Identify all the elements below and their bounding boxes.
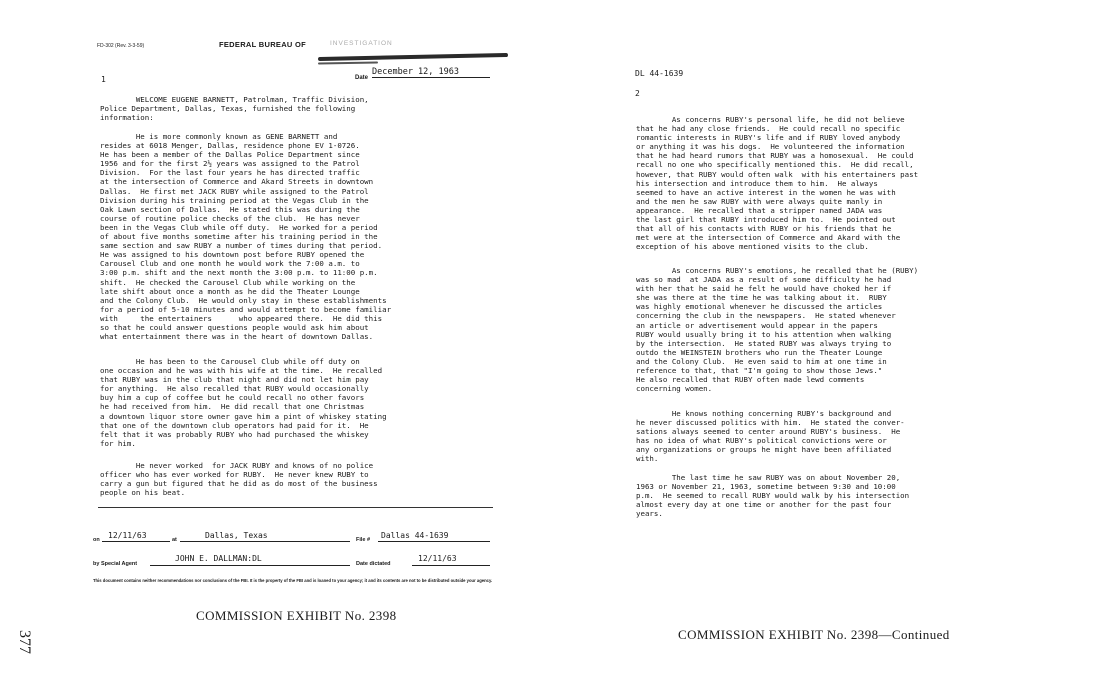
exhibit-caption: COMMISSION EXHIBIT No. 2398 <box>196 608 397 623</box>
intro-paragraph: WELCOME EUGENE BARNETT, Patrolman, Traffic Division, Police Department, Dallas, Texas, furnished the following information: <box>100 95 369 123</box>
document-date: December 12, 1963 <box>372 67 490 78</box>
redaction-stamp-bar <box>318 53 508 61</box>
body-paragraph-1: He is more commonly known as GENE BARNETT and resides at 6018 Menger, Dallas, residence phone EV 1-0726. He has been a member of the Dallas Police Department since 1956 and for the first 2½ years was assigned to the Patrol Division. For the last four years he has directed traffic at the intersection of Commerce and Akard Streets in downtown Dallas. He first met JACK RUBY while assigned to the Patrol Division during his training period at the Vegas Club in the Oak Lawn section of Dallas. He stated this was during the course of routine police checks of the club. He has never been in the Vegas Club while off duty. He worked for a period of about five months sometime after his training period in the same section and saw RUBY a number of times during that period. He was assigned to his downtown post before RUBY opened the Carousel Club and one month he would work the 7:00 a.m. to 3:00 p.m. shift and the next month the 3:00 p.m. to 11:00 p.m. shift. He checked the Carousel Club while working on the late shift about once a month as he did the Theater Lounge and the Colony Club. He would only stay in these establishments for a period of 5-10 minutes and would attempt to become familiar with the entertainers who appeared there. He did this so that he could answer questions people would ask him about what entertainment there was in the heart of downtown Dallas. <box>100 132 392 342</box>
redaction-stamp-bar-small <box>318 61 378 64</box>
fbi-disclaimer: This document contains neither recommendations nor conclusions of the FBI. It is the property of the FBI and is loaned to your agency; it and its contents are not to be distributed outside your agency. <box>93 578 493 583</box>
at-label: at <box>172 537 177 543</box>
separator-line <box>98 507 493 508</box>
file-reference: DL 44-1639 <box>635 69 684 78</box>
side-page-number: 377 <box>16 630 33 654</box>
body-paragraph-3: He never worked for JACK RUBY and knows of no police officer who has ever worked for RUBY. He never knew RUBY to carry a gun but figured that he did as do most of the business people on his beat. <box>100 461 378 498</box>
left-document-page <box>0 0 520 691</box>
date-label: Date <box>355 75 369 81</box>
agent-value: JOHN E. DALLMAN:DL <box>175 554 262 563</box>
at-value: Dallas, Texas <box>205 531 268 540</box>
on-underline <box>102 541 170 542</box>
agent-label: by Special Agent <box>93 561 138 567</box>
page-number: 1 <box>101 75 106 84</box>
right-document-page <box>560 0 1094 691</box>
exhibit-caption: COMMISSION EXHIBIT No. 2398—Continued <box>678 627 950 642</box>
agent-underline <box>150 565 350 566</box>
page-number: 2 <box>635 89 640 98</box>
form-code: FD-302 (Rev. 3-3-59) <box>97 43 145 49</box>
body-paragraph-2: As concerns RUBY's emotions, he recalled that he (RUBY) was so mad at JADA as a result of some difficulty he had with her that he said he felt he would have choked her if she was there at the time he was talking about it. RUBY was highly emotional whenever he discussed the articles concerning the club in the newspapers. He stated whenever an article or advertisement would appear in the papers RUBY would usually bring it to his attention when walking by the intersection. He stated RUBY was always trying to outdo the WEINSTEIN brothers who run the Theater Lounge and the Colony Club. He even said to him at one time in reference to that, that "I'm going to show those Jews." He also recalled that RUBY often made lewd comments concerning women. <box>636 266 919 394</box>
on-label: on <box>93 537 100 543</box>
dictated-label: Date dictated <box>356 561 391 567</box>
file-underline <box>378 541 490 542</box>
file-label: File # <box>356 537 371 543</box>
bureau-stamp-text: INVESTIGATION <box>330 40 393 47</box>
dictated-underline <box>412 565 490 566</box>
on-value: 12/11/63 <box>108 531 147 540</box>
body-paragraph-2: He has been to the Carousel Club while off duty on one occasion and he was with his wife at the time. He recalled that RUBY was in the club that night and did not let him pay for anything. He also recalled that RUBY would occasionally buy him a cup of coffee but he could recall no other favors he had received from him. He did recall that one Christmas a downtown liquor store owner gave him a pint of whiskey stating that one of the downtown club operators had paid for it. He felt that it was probably RUBY who had purchased the whiskey for him. <box>100 357 387 448</box>
dictated-value: 12/11/63 <box>418 554 457 563</box>
file-value: Dallas 44-1639 <box>381 531 449 540</box>
body-paragraph-1: As concerns RUBY's personal life, he did not believe that he had any close friends. He could recall no specific romantic interests in RUBY's life and if RUBY loved anybody or anything it was his dogs. He volunteered the information that he had heard rumors that RUBY was a homosexual. He could recall no one who specifically mentioned this. He did recall, however, that RUBY would often walk with his entertainers past his intersection and introduce them to him. He always seemed to have an active interest in the women he was with and the men he saw RUBY with were always quite manly in appearance. He recalled that a stripper named JADA was the last girl that RUBY introduced him to. He pointed out that all of his contacts with RUBY or his friends that he met were at the intersection of Commerce and Akard with the exception of his above mentioned visits to the club. <box>636 115 919 252</box>
bureau-header: FEDERAL BUREAU OF <box>219 40 307 49</box>
body-paragraph-3: He knows nothing concerning RUBY's background and he never discussed politics with him. He stated the conver- sations always seemed to center around RUBY's business. He has no idea of what RUBY's political convictions were or any organizations or groups he might have been affiliated with. <box>636 409 905 464</box>
at-underline <box>180 541 350 542</box>
body-paragraph-4: The last time he saw RUBY was on about November 20, 1963 or November 21, 1963, sometime between 9:30 and 10:00 p.m. He seemed to recall RUBY would walk by his intersection almost every day at one time or another for the past four years. <box>636 473 910 519</box>
